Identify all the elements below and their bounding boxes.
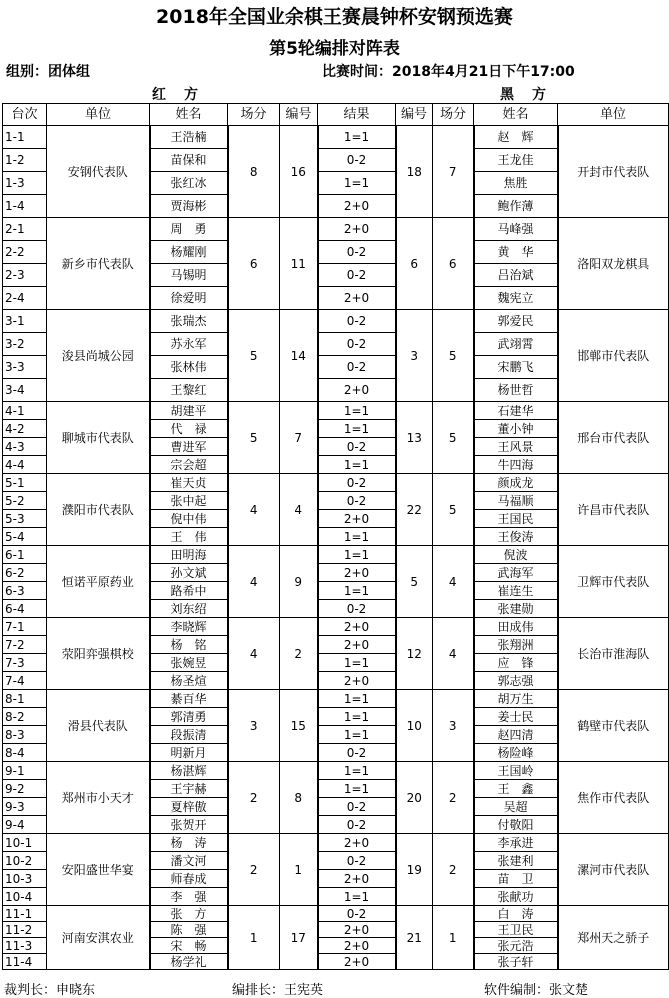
black-number-cell: 6 (396, 218, 433, 310)
red-number-cell: 1 (280, 834, 318, 906)
software-label: 软件编制：张文楚 (484, 983, 589, 998)
result-cell: 0-2 (318, 333, 396, 356)
board-cell: 1-2 (3, 149, 47, 172)
result-cell: 2+0 (318, 834, 396, 852)
red-player-cell: 周 勇 (150, 218, 228, 241)
red-number-cell: 17 (280, 906, 318, 970)
red-number-cell: 16 (280, 126, 318, 218)
board-cell: 7-4 (3, 672, 47, 690)
result-cell: 1=1 (318, 126, 396, 149)
black-player-cell: 鲍作薄 (474, 195, 558, 218)
page-subtitle: 第5轮编排对阵表 (269, 39, 400, 59)
red-player-cell: 徐爱明 (150, 287, 228, 310)
red-player-cell: 潘文河 (150, 852, 228, 870)
red-player-cell: 代 禄 (150, 420, 228, 438)
result-cell: 1=1 (318, 888, 396, 906)
red-team-cell: 荥阳弈强棋校 (47, 618, 150, 690)
red-points-cell: 2 (228, 834, 280, 906)
red-player-cell: 张林伟 (150, 356, 228, 379)
result-cell: 0-2 (318, 816, 396, 834)
red-player-cell: 师春成 (150, 870, 228, 888)
result-cell: 0-2 (318, 310, 396, 333)
black-points-cell: 5 (433, 474, 474, 546)
black-points-cell: 2 (433, 834, 474, 906)
black-player-cell: 吴超 (474, 798, 558, 816)
col-header: 单位 (558, 104, 669, 126)
board-cell: 9-4 (3, 816, 47, 834)
red-player-cell: 苏永军 (150, 333, 228, 356)
board-cell: 11-3 (3, 938, 47, 954)
red-player-cell: 胡建平 (150, 402, 228, 420)
result-cell: 0-2 (318, 474, 396, 492)
red-points-cell: 2 (228, 762, 280, 834)
black-team-cell: 邢台市代表队 (558, 402, 669, 474)
red-points-cell: 4 (228, 546, 280, 618)
red-player-cell: 杨学礼 (150, 954, 228, 970)
result-cell: 0-2 (318, 744, 396, 762)
result-cell: 2+0 (318, 672, 396, 690)
black-player-cell: 田成伟 (474, 618, 558, 636)
board-cell: 7-1 (3, 618, 47, 636)
black-points-cell: 4 (433, 618, 474, 690)
black-player-cell: 付敬阳 (474, 816, 558, 834)
red-team-cell: 河南安淇农业 (47, 906, 150, 970)
red-player-cell: 李晓辉 (150, 618, 228, 636)
board-cell: 3-1 (3, 310, 47, 333)
red-player-cell: 张中起 (150, 492, 228, 510)
black-player-cell: 赵四清 (474, 726, 558, 744)
board-cell: 10-4 (3, 888, 47, 906)
black-number-cell: 22 (396, 474, 433, 546)
black-player-cell: 郭志强 (474, 672, 558, 690)
board-cell: 3-3 (3, 356, 47, 379)
result-cell: 2+0 (318, 870, 396, 888)
board-cell: 6-3 (3, 582, 47, 600)
black-player-cell: 吕治斌 (474, 264, 558, 287)
black-points-cell: 4 (433, 546, 474, 618)
board-cell: 5-1 (3, 474, 47, 492)
black-player-cell: 赵 辉 (474, 126, 558, 149)
board-cell: 5-3 (3, 510, 47, 528)
red-number-cell: 15 (280, 690, 318, 762)
result-cell: 0-2 (318, 241, 396, 264)
board-cell: 3-2 (3, 333, 47, 356)
black-player-cell: 魏宪立 (474, 287, 558, 310)
red-player-cell: 夏梓傲 (150, 798, 228, 816)
result-cell: 1=1 (318, 582, 396, 600)
pairing-body (3, 126, 669, 970)
pairing-table (2, 103, 669, 970)
black-player-cell: 颜成龙 (474, 474, 558, 492)
result-cell: 1=1 (318, 420, 396, 438)
black-player-cell: 张元浩 (474, 938, 558, 954)
result-cell: 0-2 (318, 356, 396, 379)
black-number-cell: 5 (396, 546, 433, 618)
red-player-cell: 路希中 (150, 582, 228, 600)
referee-label: 裁判长：申晓东 (4, 983, 96, 998)
black-player-cell: 牛四海 (474, 456, 558, 474)
red-number-cell: 7 (280, 402, 318, 474)
black-side-label: 黑方 (500, 87, 564, 103)
board-cell: 10-2 (3, 852, 47, 870)
red-points-cell: 6 (228, 218, 280, 310)
red-number-cell: 4 (280, 474, 318, 546)
black-team-cell: 邯郸市代表队 (558, 310, 669, 402)
red-number-cell: 14 (280, 310, 318, 402)
result-cell: 2+0 (318, 618, 396, 636)
red-player-cell: 张瑞杰 (150, 310, 228, 333)
table-row (3, 474, 669, 492)
table-row (3, 618, 669, 636)
black-player-cell: 王俊涛 (474, 528, 558, 546)
red-number-cell: 2 (280, 618, 318, 690)
black-player-cell: 郭爱民 (474, 310, 558, 333)
board-cell: 7-3 (3, 654, 47, 672)
result-cell: 1=1 (318, 172, 396, 195)
red-points-cell: 1 (228, 906, 280, 970)
black-player-cell: 焦胜 (474, 172, 558, 195)
black-number-cell: 10 (396, 690, 433, 762)
red-points-cell: 5 (228, 402, 280, 474)
red-player-cell: 张 方 (150, 906, 228, 922)
board-cell: 10-1 (3, 834, 47, 852)
result-cell: 2+0 (318, 379, 396, 402)
black-number-cell: 19 (396, 834, 433, 906)
result-cell: 1=1 (318, 708, 396, 726)
black-player-cell: 王国民 (474, 510, 558, 528)
black-player-cell: 张献功 (474, 888, 558, 906)
red-player-cell: 贾海彬 (150, 195, 228, 218)
red-team-cell: 浚县尚城公园 (47, 310, 150, 402)
red-player-cell: 杨 涛 (150, 834, 228, 852)
col-header: 台次 (3, 104, 47, 126)
red-team-cell: 聊城市代表队 (47, 402, 150, 474)
red-team-cell: 安钢代表队 (47, 126, 150, 218)
black-number-cell: 20 (396, 762, 433, 834)
red-player-cell: 苗保和 (150, 149, 228, 172)
black-player-cell: 杨世哲 (474, 379, 558, 402)
red-points-cell: 4 (228, 618, 280, 690)
red-player-cell: 段振清 (150, 726, 228, 744)
board-cell: 4-2 (3, 420, 47, 438)
black-points-cell: 7 (433, 126, 474, 218)
board-cell: 1-4 (3, 195, 47, 218)
red-player-cell: 杨圣煊 (150, 672, 228, 690)
table-row (3, 218, 669, 241)
red-team-cell: 郑州市小天才 (47, 762, 150, 834)
board-cell: 4-4 (3, 456, 47, 474)
red-number-cell: 8 (280, 762, 318, 834)
black-number-cell: 21 (396, 906, 433, 970)
black-team-cell: 焦作市代表队 (558, 762, 669, 834)
red-player-cell: 倪中伟 (150, 510, 228, 528)
board-cell: 3-4 (3, 379, 47, 402)
header-row (3, 104, 669, 126)
black-points-cell: 6 (433, 218, 474, 310)
black-player-cell: 胡万生 (474, 690, 558, 708)
result-cell: 1=1 (318, 762, 396, 780)
result-cell: 2+0 (318, 218, 396, 241)
red-player-cell: 王黎红 (150, 379, 228, 402)
col-header: 单位 (47, 104, 150, 126)
table-row (3, 762, 669, 780)
red-player-cell: 杨耀刚 (150, 241, 228, 264)
red-player-cell: 张红冰 (150, 172, 228, 195)
red-player-cell: 杨 铭 (150, 636, 228, 654)
red-number-cell: 9 (280, 546, 318, 618)
black-number-cell: 13 (396, 402, 433, 474)
board-cell: 5-2 (3, 492, 47, 510)
board-cell: 10-3 (3, 870, 47, 888)
board-cell: 11-2 (3, 922, 47, 938)
black-team-cell: 开封市代表队 (558, 126, 669, 218)
black-player-cell: 马峰强 (474, 218, 558, 241)
board-cell: 9-2 (3, 780, 47, 798)
page-title: 2018年全国业余棋王赛晨钟杯安钢预选赛 (156, 6, 513, 28)
red-player-cell: 宋 畅 (150, 938, 228, 954)
black-team-cell: 长治市淮海队 (558, 618, 669, 690)
red-player-cell: 田明海 (150, 546, 228, 564)
result-cell: 0-2 (318, 438, 396, 456)
result-cell: 0-2 (318, 852, 396, 870)
black-player-cell: 王卫民 (474, 922, 558, 938)
board-cell: 8-1 (3, 690, 47, 708)
result-cell: 1=1 (318, 546, 396, 564)
col-header: 场分 (433, 104, 474, 126)
col-header: 编号 (280, 104, 318, 126)
board-cell: 5-4 (3, 528, 47, 546)
result-cell: 0-2 (318, 149, 396, 172)
red-points-cell: 3 (228, 690, 280, 762)
black-points-cell: 3 (433, 690, 474, 762)
board-cell: 4-1 (3, 402, 47, 420)
result-cell: 0-2 (318, 906, 396, 922)
black-player-cell: 宋鹏飞 (474, 356, 558, 379)
black-number-cell: 18 (396, 126, 433, 218)
black-player-cell: 白 涛 (474, 906, 558, 922)
result-cell: 1=1 (318, 402, 396, 420)
black-player-cell: 张翔洲 (474, 636, 558, 654)
red-player-cell: 郭清勇 (150, 708, 228, 726)
table-row (3, 402, 669, 420)
board-cell: 4-3 (3, 438, 47, 456)
red-points-cell: 5 (228, 310, 280, 402)
red-team-cell: 恒诺平原药业 (47, 546, 150, 618)
red-number-cell: 11 (280, 218, 318, 310)
black-player-cell: 李承进 (474, 834, 558, 852)
board-cell: 2-1 (3, 218, 47, 241)
black-player-cell: 王风景 (474, 438, 558, 456)
board-cell: 11-1 (3, 906, 47, 922)
black-team-cell: 许昌市代表队 (558, 474, 669, 546)
col-header: 结果 (318, 104, 396, 126)
black-number-cell: 12 (396, 618, 433, 690)
red-player-cell: 王浩楠 (150, 126, 228, 149)
black-player-cell: 张建利 (474, 852, 558, 870)
table-row (3, 310, 669, 333)
black-player-cell: 王 鑫 (474, 780, 558, 798)
result-cell: 2+0 (318, 510, 396, 528)
black-team-cell: 郑州天之骄子 (558, 906, 669, 970)
black-player-cell: 石建华 (474, 402, 558, 420)
board-cell: 9-3 (3, 798, 47, 816)
black-player-cell: 姜士民 (474, 708, 558, 726)
red-team-cell: 安阳盛世华宴 (47, 834, 150, 906)
result-cell: 2+0 (318, 564, 396, 582)
red-player-cell: 李 强 (150, 888, 228, 906)
red-player-cell: 马锡明 (150, 264, 228, 287)
result-cell: 0-2 (318, 798, 396, 816)
black-player-cell: 武海军 (474, 564, 558, 582)
board-cell: 7-2 (3, 636, 47, 654)
result-cell: 2+0 (318, 922, 396, 938)
black-player-cell: 武翊霄 (474, 333, 558, 356)
red-player-cell: 王宇赫 (150, 780, 228, 798)
black-team-cell: 洛阳双龙棋具 (558, 218, 669, 310)
red-points-cell: 8 (228, 126, 280, 218)
result-cell: 2+0 (318, 195, 396, 218)
red-team-cell: 濮阳市代表队 (47, 474, 150, 546)
board-cell: 11-4 (3, 954, 47, 970)
red-player-cell: 孙文斌 (150, 564, 228, 582)
black-player-cell: 马福顺 (474, 492, 558, 510)
board-cell: 8-2 (3, 708, 47, 726)
table-row (3, 126, 669, 149)
red-player-cell: 王 伟 (150, 528, 228, 546)
board-cell: 1-3 (3, 172, 47, 195)
black-points-cell: 5 (433, 310, 474, 402)
result-cell: 1=1 (318, 690, 396, 708)
black-player-cell: 应 锋 (474, 654, 558, 672)
col-header: 场分 (228, 104, 280, 126)
board-cell: 1-1 (3, 126, 47, 149)
black-team-cell: 卫辉市代表队 (558, 546, 669, 618)
black-points-cell: 1 (433, 906, 474, 970)
col-header: 姓名 (474, 104, 558, 126)
black-player-cell: 苗 卫 (474, 870, 558, 888)
red-player-cell: 宗会超 (150, 456, 228, 474)
red-player-cell: 刘东绍 (150, 600, 228, 618)
board-cell: 6-4 (3, 600, 47, 618)
result-cell: 1=1 (318, 528, 396, 546)
result-cell: 1=1 (318, 726, 396, 744)
result-cell: 0-2 (318, 264, 396, 287)
table-row (3, 834, 669, 852)
result-cell: 0-2 (318, 600, 396, 618)
black-points-cell: 5 (433, 402, 474, 474)
black-player-cell: 王国岭 (474, 762, 558, 780)
result-cell: 2+0 (318, 938, 396, 954)
black-player-cell: 崔连生 (474, 582, 558, 600)
red-player-cell: 张婉昱 (150, 654, 228, 672)
red-player-cell: 明新月 (150, 744, 228, 762)
board-cell: 8-3 (3, 726, 47, 744)
board-cell: 2-3 (3, 264, 47, 287)
col-header: 编号 (396, 104, 433, 126)
table-row (3, 690, 669, 708)
black-points-cell: 2 (433, 762, 474, 834)
red-side-label: 红方 (152, 87, 216, 103)
result-cell: 1=1 (318, 456, 396, 474)
black-player-cell: 董小钟 (474, 420, 558, 438)
black-team-cell: 鹤壁市代表队 (558, 690, 669, 762)
board-cell: 6-2 (3, 564, 47, 582)
red-player-cell: 綦百华 (150, 690, 228, 708)
red-player-cell: 曹进军 (150, 438, 228, 456)
result-cell: 0-2 (318, 492, 396, 510)
red-player-cell: 崔天贞 (150, 474, 228, 492)
group-label: 组别：团体组 (6, 64, 90, 80)
board-cell: 6-1 (3, 546, 47, 564)
red-player-cell: 张贺开 (150, 816, 228, 834)
black-player-cell: 黄 华 (474, 241, 558, 264)
result-cell: 1=1 (318, 780, 396, 798)
result-cell: 1=1 (318, 654, 396, 672)
arranger-label: 编排长：王宪英 (232, 983, 324, 998)
result-cell: 2+0 (318, 954, 396, 970)
table-row (3, 906, 669, 922)
board-cell: 8-4 (3, 744, 47, 762)
black-player-cell: 杨险峰 (474, 744, 558, 762)
red-team-cell: 新乡市代表队 (47, 218, 150, 310)
result-cell: 2+0 (318, 636, 396, 654)
board-cell: 9-1 (3, 762, 47, 780)
black-player-cell: 倪波 (474, 546, 558, 564)
black-player-cell: 张子轩 (474, 954, 558, 970)
black-player-cell: 张建勋 (474, 600, 558, 618)
match-time: 比赛时间：2018年4月21日下午17:00 (322, 64, 575, 80)
red-team-cell: 滑县代表队 (47, 690, 150, 762)
black-player-cell: 王龙佳 (474, 149, 558, 172)
red-player-cell: 陈 强 (150, 922, 228, 938)
red-player-cell: 杨湛辉 (150, 762, 228, 780)
board-cell: 2-4 (3, 287, 47, 310)
red-points-cell: 4 (228, 474, 280, 546)
col-header: 姓名 (150, 104, 228, 126)
result-cell: 2+0 (318, 287, 396, 310)
board-cell: 2-2 (3, 241, 47, 264)
black-team-cell: 漯河市代表队 (558, 834, 669, 906)
table-row (3, 546, 669, 564)
black-number-cell: 3 (396, 310, 433, 402)
